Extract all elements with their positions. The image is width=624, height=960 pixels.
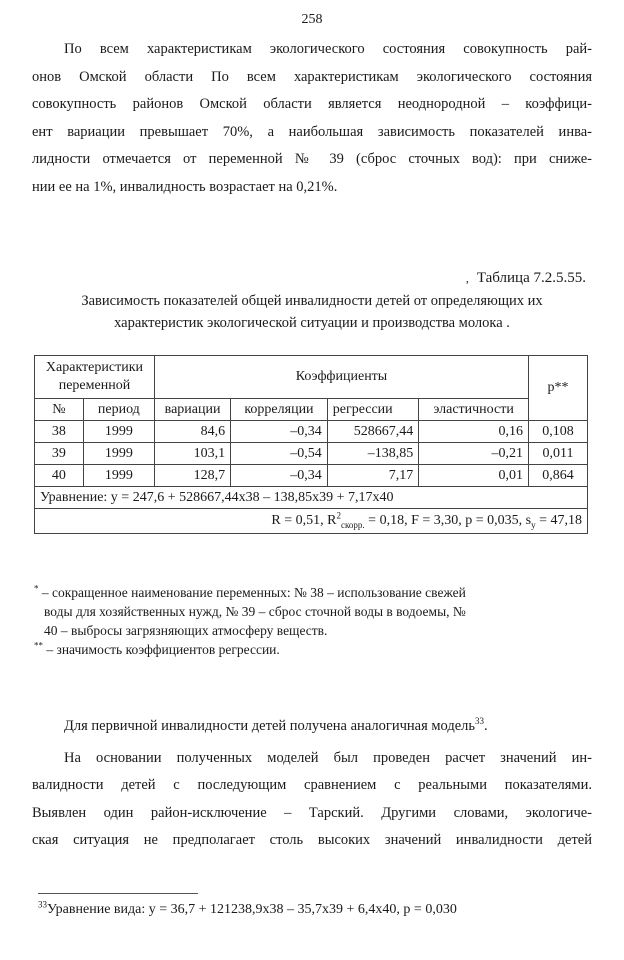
cell-regression: –138,85 (327, 443, 418, 465)
header-coefficients: Коэффициенты (154, 356, 528, 399)
paragraph-line: валидности детей с последующим сравнением с реальными показателями. (32, 777, 592, 793)
header-variation: вариации (154, 399, 230, 421)
paragraph-line: совокупность районов Омской области является неоднородной – коэффици- (32, 96, 592, 112)
paragraph-line: нии ее на 1%, инвалидность возрастает на 0,21%. (32, 178, 338, 195)
paragraph-2-first: Для первичной инвалидности детей получена аналогичная модель (64, 718, 476, 734)
note-1 (34, 583, 590, 602)
cell-regression: 528667,44 (327, 421, 418, 443)
cell-p: 0,108 (529, 421, 588, 443)
table-number (466, 270, 586, 287)
header-characteristics: Характеристики переменной (35, 356, 155, 399)
paragraph-line: онов Омской области По всем характеристикам экологического состояния (32, 68, 592, 85)
cell-num: 38 (35, 421, 84, 443)
data-table (34, 355, 588, 534)
header-correlation: корреляции (231, 399, 328, 421)
cell-p: 0,864 (529, 465, 588, 487)
equation-cell: Уравнение: y = 247,6 + 528667,44x38 – 138,85x39 + 7,17x40 (35, 487, 588, 509)
stats-r: R = 0,51, R (271, 513, 337, 528)
cell-elasticity: –0,21 (419, 443, 529, 465)
table-title (0, 290, 624, 334)
table-notes (34, 583, 590, 659)
cell-regression: 7,17 (327, 465, 418, 487)
cell-elasticity: 0,01 (419, 465, 529, 487)
stats-s-sub: y (531, 519, 536, 530)
table-header-row (35, 356, 588, 399)
paragraph-line: лидности отмечается от переменной № 39 (сброс сточных вод): при сниже- (32, 151, 592, 167)
cell-correlation: –0,54 (231, 443, 328, 465)
paragraph-line: На основании полученных моделей был проведен расчет значений ин- (64, 749, 592, 766)
equation-row (35, 487, 588, 509)
header-p: p** (529, 356, 588, 421)
paragraph-line: ская ситуация не предполагает столь высоких значений инвалидности детей (32, 832, 592, 848)
note-1-mark: * (34, 583, 39, 594)
table-header-row (35, 399, 588, 421)
header-period: период (83, 399, 154, 421)
table-title-line: Зависимость показателей общей инвалидности детей от определяющих их (81, 293, 543, 309)
table-row (35, 465, 588, 487)
table-row (35, 421, 588, 443)
paragraph-2-first-end: . (484, 718, 488, 734)
paragraph-line: По всем характеристикам экологического состояния совокупность рай- (64, 41, 592, 57)
stats-row (35, 509, 588, 534)
stats-cell (35, 509, 588, 534)
cell-p: 0,011 (529, 443, 588, 465)
footnote (38, 899, 457, 918)
page-number: 258 (301, 12, 323, 27)
footnote-text: Уравнение вида: y = 36,7 + 121238,9x38 – 35,7x39 + 6,4x40, p = 0,030 (47, 902, 457, 917)
table-title-line: характеристик экологической ситуации и производства молока . (114, 315, 510, 331)
stats-rest: = 0,18, F = 3,30, p = 0,035, s (364, 513, 532, 528)
table-row (35, 443, 588, 465)
cell-variation: 128,7 (154, 465, 230, 487)
cell-num: 40 (35, 465, 84, 487)
cell-period: 1999 (83, 421, 154, 443)
table-mark: , (465, 271, 469, 285)
paragraph-1 (32, 36, 592, 201)
paragraph-line (32, 713, 592, 741)
note-2-mark: ** (34, 640, 43, 651)
stats-r2-sup: 2 (336, 510, 341, 521)
note-1-cont: воды для хозяйственных нужд, № 39 – сброс сточной воды в водоемы, № (44, 604, 466, 619)
note-2 (34, 640, 590, 659)
paragraph-line: Выявлен один район-исключение – Тарский. Другими словами, экологиче- (32, 804, 592, 821)
cell-elasticity: 0,16 (419, 421, 529, 443)
header-num: № (35, 399, 84, 421)
header-regression: регрессии (327, 399, 418, 421)
stats-r2-sub: скорр. (341, 519, 365, 530)
note-2-text: – значимость коэффициентов регрессии. (43, 642, 280, 657)
cell-variation: 103,1 (154, 443, 230, 465)
cell-correlation: –0,34 (231, 465, 328, 487)
paragraph-2 (32, 713, 592, 855)
cell-period: 1999 (83, 443, 154, 465)
note-1-text: – сокращенное наименование переменных: № 38 – использование свежей (38, 585, 466, 600)
header-elasticity: эластичности (419, 399, 529, 421)
footnote-mark: 33 (38, 899, 47, 910)
note-1-cont: 40 – выбросы загрязняющих атмосферу веществ. (44, 623, 328, 638)
footnote-divider (38, 893, 198, 894)
cell-correlation: –0,34 (231, 421, 328, 443)
cell-period: 1999 (83, 465, 154, 487)
table-number-text: Таблица 7.2.5.55. (476, 270, 586, 286)
stats-s-val: = 47,18 (535, 513, 582, 528)
footnote-ref: 33 (475, 716, 485, 727)
paragraph-line: ент вариации превышает 70%, а наибольшая зависимость показателей инва- (32, 123, 592, 140)
cell-variation: 84,6 (154, 421, 230, 443)
cell-num: 39 (35, 443, 84, 465)
